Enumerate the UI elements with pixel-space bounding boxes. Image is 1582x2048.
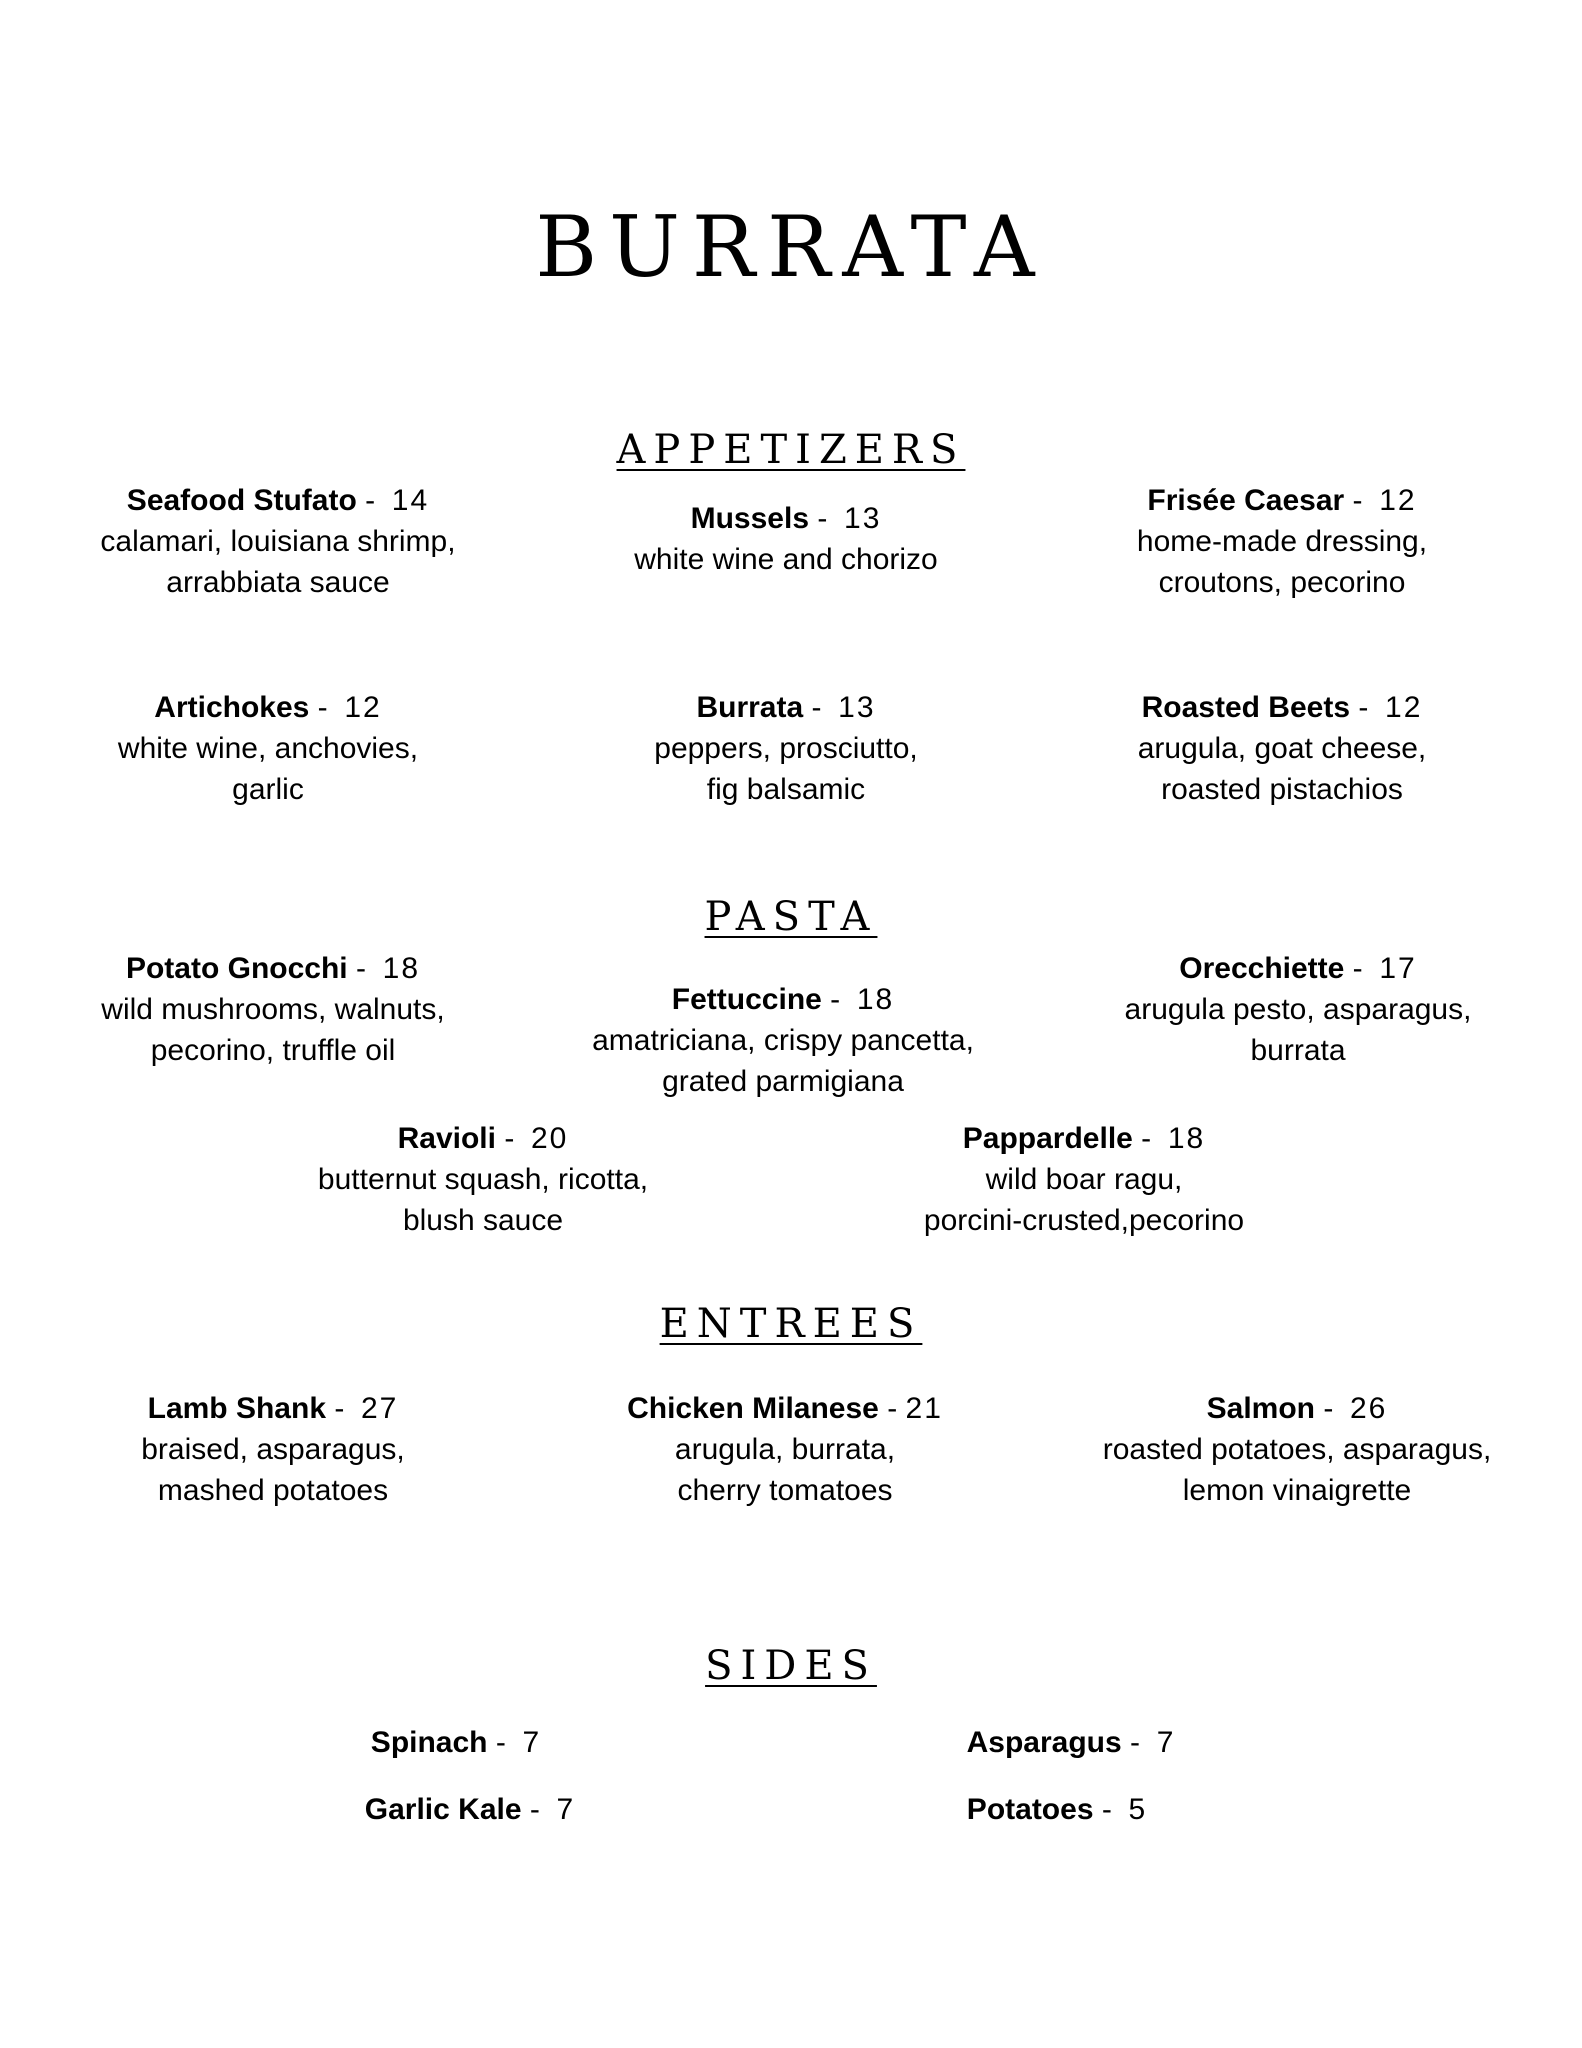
item-price: 27 [361,1392,399,1425]
item-description: cherry tomatoes [677,1474,893,1507]
item-name: Artichokes [154,691,310,724]
restaurant-title: BURRATA [535,198,1047,296]
item-price: 7 [1156,1726,1176,1759]
menu-item-lamb-shank [141,1388,405,1511]
item-head: Pappardelle - 18 [962,1122,1206,1155]
item-name: Pappardelle [962,1122,1133,1155]
item-name: Mussels [690,502,810,535]
item-name: Fettuccine [671,983,822,1016]
item-description: garlic [232,773,304,806]
item-name: Roasted Beets [1141,691,1351,724]
section-heading-appetizers: APPETIZERS [616,427,966,473]
menu-item-mussels [634,498,938,580]
item-price: 7 [522,1726,542,1759]
item-name: Asparagus [966,1726,1122,1759]
item-name: Orecchiette [1179,952,1345,985]
item-head: Roasted Beets - 12 [1141,691,1423,724]
menu-item-potatoes [967,1789,1147,1830]
item-price: 7 [556,1793,576,1826]
menu-item-chicken-milanese [627,1388,943,1511]
item-price: 12 [1385,691,1423,724]
item-head: Asparagus - 7 [966,1726,1176,1759]
item-price: 12 [1379,484,1417,517]
item-description: pecorino, truffle oil [150,1034,396,1067]
item-description: peppers, prosciutto, [654,732,918,765]
item-price: 13 [838,691,876,724]
item-description: braised, asparagus, [141,1433,405,1466]
item-head: Orecchiette - 17 [1179,952,1417,985]
item-description: mashed potatoes [157,1474,389,1507]
item-description: lemon vinaigrette [1182,1474,1412,1507]
item-description: arugula, burrata, [674,1433,896,1466]
item-description: roasted pistachios [1161,773,1403,806]
item-head: Ravioli - 20 [397,1122,569,1155]
menu-item-burrata [654,687,917,810]
item-description: grated parmigiana [662,1065,904,1098]
item-price: 12 [344,691,382,724]
item-description: wild boar ragu, [985,1163,1183,1196]
menu-item-artichokes [118,687,418,810]
item-head: Potatoes - 5 [966,1793,1148,1826]
item-description: blush sauce [402,1204,564,1237]
menu-item-potato-gnocchi [101,948,444,1071]
item-head: Salmon - 26 [1206,1392,1388,1425]
item-name: Garlic Kale [364,1793,522,1826]
item-name: Ravioli [397,1122,496,1155]
menu-item-orecchiette [1125,948,1472,1071]
item-head: Fettuccine - 18 [671,983,895,1016]
item-description: white wine and chorizo [634,543,938,576]
menu-item-fettuccine [592,979,974,1102]
item-description: butternut squash, ricotta, [317,1163,649,1196]
item-description: arugula pesto, asparagus, [1124,993,1472,1026]
item-price: 14 [391,484,430,517]
item-head: Spinach - 7 [370,1726,542,1759]
item-head: Potato Gnocchi - 18 [125,952,421,985]
item-description: amatriciana, crispy pancetta, [592,1024,974,1057]
menu-item-pappardelle [924,1118,1244,1241]
item-head: Mussels - 13 [690,502,882,535]
menu-item-spinach [371,1722,541,1763]
item-name: Salmon [1206,1392,1315,1425]
item-description: home-made dressing, [1136,525,1428,558]
item-head: Lamb Shank - 27 [147,1392,399,1425]
section-heading-sides: SIDES [705,1643,877,1689]
item-description: arugula, goat cheese, [1137,732,1427,765]
item-price: 20 [530,1122,569,1155]
menu-item-roasted-beets [1138,687,1427,810]
item-name: Lamb Shank [147,1392,326,1425]
item-head: Frisée Caesar - 12 [1147,484,1417,517]
section-heading-entrees: ENTREES [659,1301,923,1347]
menu-item-garlic-kale [365,1789,575,1830]
item-head: Chicken Milanese - 21 [627,1392,943,1425]
item-head: Burrata - 13 [696,691,876,724]
menu-item-seafood-stufato [100,480,455,603]
item-name: Potato Gnocchi [125,952,348,985]
item-price: 18 [1167,1122,1206,1155]
item-description: burrata [1250,1034,1346,1067]
menu-item-salmon [1103,1388,1492,1511]
item-head: Garlic Kale - 7 [364,1793,576,1826]
item-description: wild mushrooms, walnuts, [101,993,445,1026]
item-price: 26 [1349,1392,1388,1425]
item-name: Spinach [370,1726,488,1759]
item-description: white wine, anchovies, [117,732,419,765]
menu-item-ravioli [318,1118,648,1241]
item-name: Chicken Milanese [627,1392,879,1425]
item-description: calamari, louisiana shrimp, [100,525,456,558]
item-price: 18 [856,983,895,1016]
item-name: Seafood Stufato [126,484,357,517]
item-price: 5 [1128,1793,1148,1826]
item-description: fig balsamic [706,773,866,806]
item-description: porcini-crusted,pecorino [923,1204,1245,1237]
menu-item-asparagus [967,1722,1176,1763]
item-price: 18 [382,952,421,985]
item-description: roasted potatoes, asparagus, [1102,1433,1492,1466]
item-price: 17 [1379,952,1417,985]
item-name: Frisée Caesar [1147,484,1345,517]
item-price: 13 [844,502,882,535]
item-description: arrabbiata sauce [166,566,390,599]
item-head: Seafood Stufato - 14 [126,484,430,517]
item-price: 21 [905,1392,943,1425]
item-description: croutons, pecorino [1158,566,1406,599]
menu-item-frisee-caesar [1137,480,1427,603]
item-head: Artichokes - 12 [154,691,382,724]
item-name: Burrata [696,691,804,724]
section-heading-pasta: PASTA [704,894,878,940]
item-name: Potatoes [966,1793,1094,1826]
